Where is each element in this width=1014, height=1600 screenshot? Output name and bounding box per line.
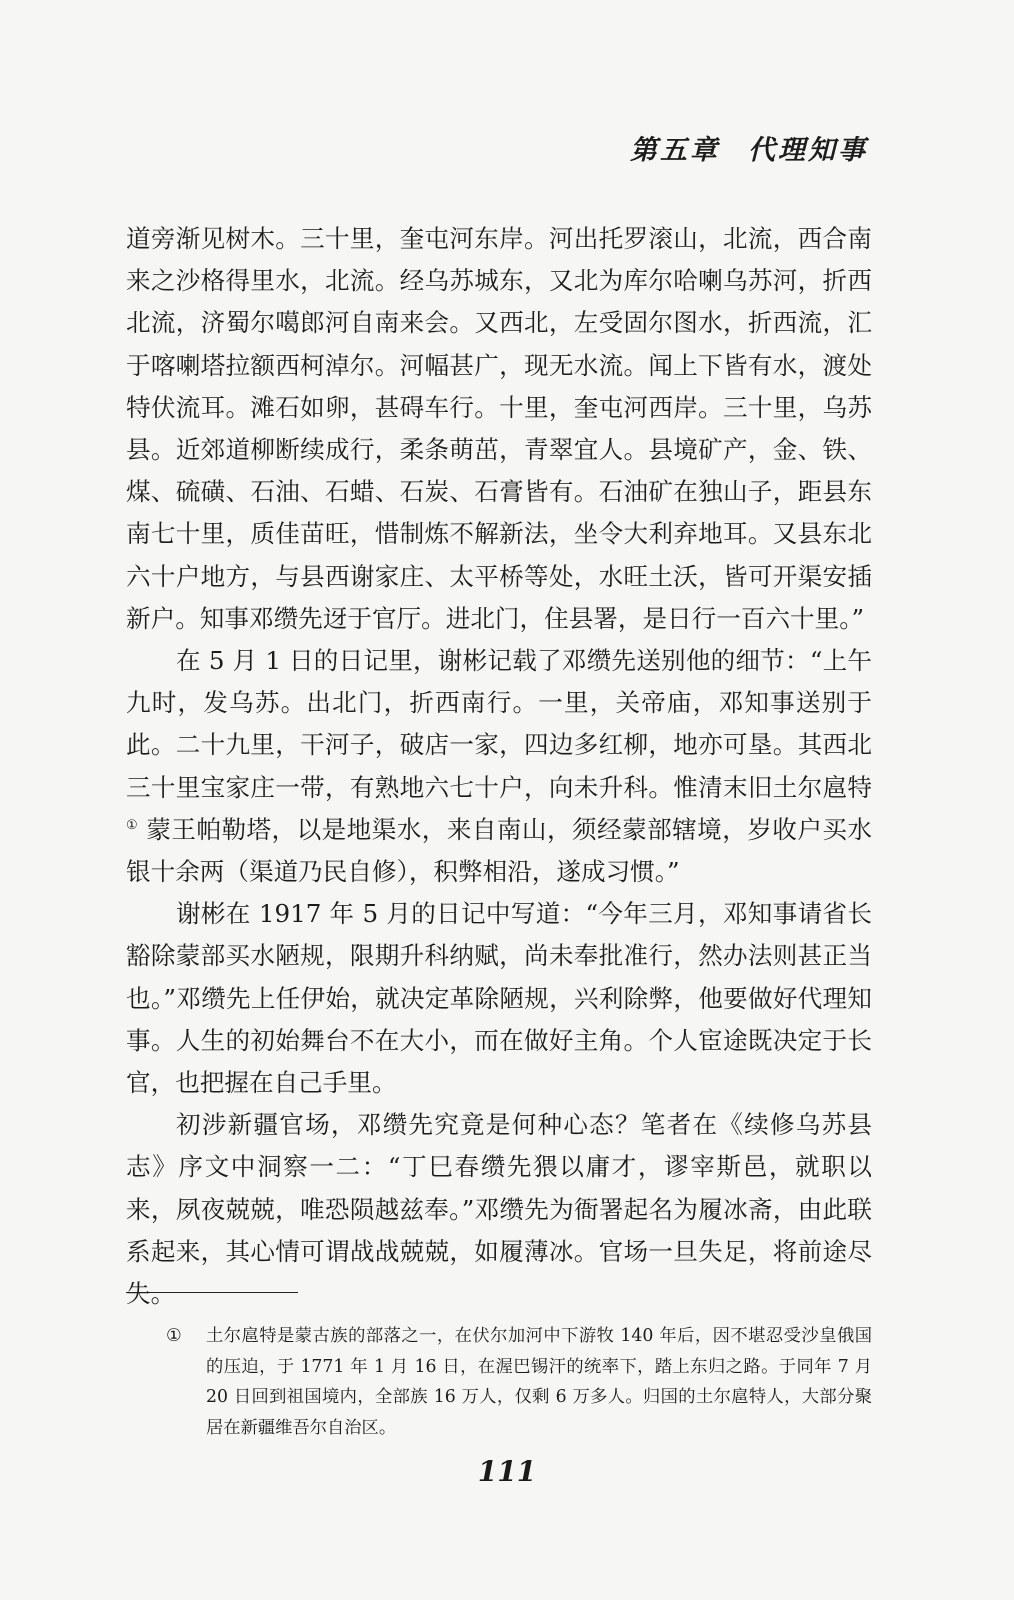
paragraph-2-text-b: 蒙王帕勒塔，以是地渠水，来自南山，须经蒙部辖境，岁收户买水银十余两（渠道乃民自修），积弊相沿，遂成习惯。” [126, 814, 873, 887]
paragraph-3: 谢彬在 1917 年 5 月的日记中写道：“今年三月，邓知事请省长豁除蒙部买水陋规，限期升科纳赋，尚未奉批准行，然办法则甚正当也。”邓缵先上任伊始，就决定革除陋规，兴利除弊，他要做好代理知事。人生的初始舞台不在大小，而在做好主角。个人宦途既决定于长官，也把握在自己手里。 [126, 899, 872, 1098]
footnote-reference: ① [126, 817, 139, 833]
running-header [630, 128, 868, 167]
paragraph-2 [126, 640, 872, 893]
page-number: 111 [477, 1455, 537, 1488]
footnote-text: 土尔扈特是蒙古族的部落之一，在伏尔加河中下游牧 140 年后，因不堪忍受沙皇俄国的压迫，于 1771 年 1 月 16 日，在渥巴锡汗的统率下，踏上东归之路。于同年 7 月 20 日回到祖国境内，全部族 16 万人，仅剩 6 万多人。归国的土尔扈特人，大部分聚居在新疆维吾尔自治区。 [206, 1326, 872, 1438]
paragraph-2-text-a: 在 5 月 1 日的日记里，谢彬记载了邓缵先送别他的细节：“上午九时，发乌苏。出北门，折西南行。一里，关帝庙，邓知事送别于此。二十九里，干河子，破店一家，四边多红柳，地亦可垦。其西北三十里宝家庄一带，有熟地六七十户，向未升科。惟清末旧土尔扈特 [126, 646, 872, 802]
footnote [166, 1321, 872, 1443]
paragraph-1: 道旁渐见树木。三十里，奎屯河东岸。河出托罗滚山，北流，西合南来之沙格得里水，北流。经乌苏城东，又北为库尔哈喇乌苏河，折西北流，济蜀尔噶郎河自南来会。又西北，左受固尔图水，折西流，汇于喀喇塔拉额西柯淖尔。河幅甚广，现无水流。闻上下皆有水，渡处特伏流耳。滩石如卵，甚碍车行。十里，奎屯河西岸。三十里，乌苏县。近郊道柳断续成行，柔条萌茁，青翠宜人。县境矿产，金、铁、煤、硫磺、石油、石蜡、石炭、石膏皆有。石油矿在独山子，距县东南七十里，质佳苗旺，惜制炼不解新法，坐令大利弃地耳。又县东北六十户地方，与县西谢家庄、太平桥等处，水旺土沃，皆可开渠安插新户。知事邓缵先迓于官厅。进北门，住县署，是日行一百六十里。” [126, 224, 872, 633]
chapter-number: 第五章 [630, 135, 720, 166]
chapter-title: 代理知事 [748, 135, 868, 166]
footnote-mark: ① [166, 1326, 182, 1346]
footnote-divider [126, 1292, 298, 1293]
body-text [126, 218, 872, 1315]
paragraph-4: 初涉新疆官场，邓缵先究竟是何种心态？笔者在《续修乌苏县志》序文中洞察一二：“丁巳春缵先猥以庸才，谬宰斯邑，就职以来，夙夜兢兢，唯恐陨越兹奉。”邓缵先为衙署起名为履冰斋，由此联系起来，其心情可谓战战兢兢，如履薄冰。官场一旦失足，将前途尽失。 [126, 1110, 872, 1309]
